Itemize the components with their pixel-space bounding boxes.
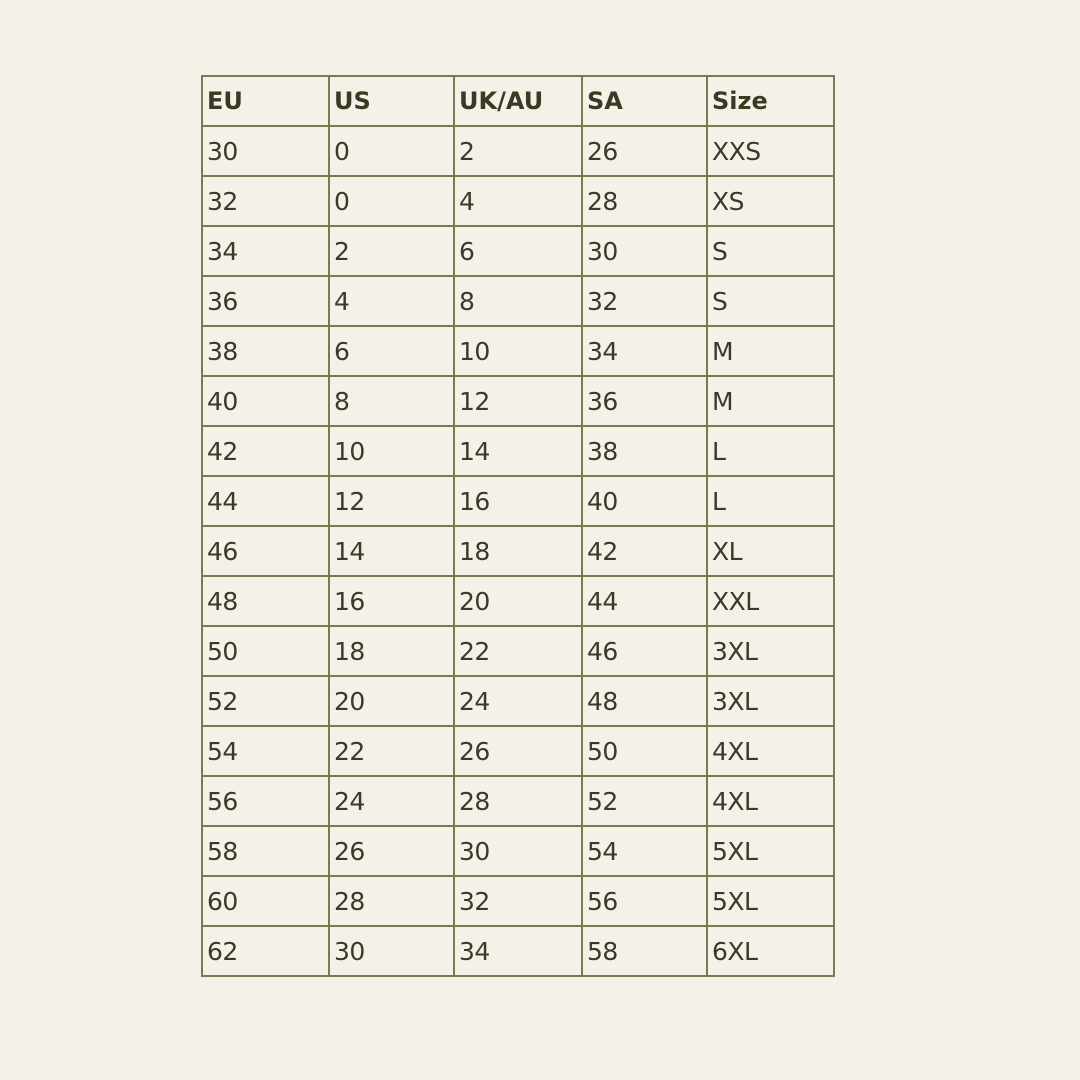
table-row (202, 576, 834, 626)
table-row (202, 826, 834, 876)
cell-uk-au: 32 (454, 876, 582, 926)
cell-size: L (707, 426, 834, 476)
cell-uk-au: 24 (454, 676, 582, 726)
cell-sa: 38 (582, 426, 707, 476)
cell-sa: 32 (582, 276, 707, 326)
header-uk-au: UK/AU (454, 76, 582, 126)
cell-size: S (707, 226, 834, 276)
table-row (202, 276, 834, 326)
cell-size: 3XL (707, 676, 834, 726)
cell-us: 16 (329, 576, 454, 626)
header-us: US (329, 76, 454, 126)
cell-eu: 50 (202, 626, 329, 676)
table-row (202, 926, 834, 976)
size-chart-table (201, 75, 835, 977)
cell-sa: 26 (582, 126, 707, 176)
cell-us: 14 (329, 526, 454, 576)
table-row (202, 476, 834, 526)
cell-eu: 46 (202, 526, 329, 576)
cell-size: 5XL (707, 826, 834, 876)
cell-us: 4 (329, 276, 454, 326)
cell-eu: 38 (202, 326, 329, 376)
cell-eu: 52 (202, 676, 329, 726)
cell-us: 2 (329, 226, 454, 276)
cell-eu: 56 (202, 776, 329, 826)
table-row (202, 626, 834, 676)
cell-us: 26 (329, 826, 454, 876)
cell-size: L (707, 476, 834, 526)
cell-eu: 40 (202, 376, 329, 426)
cell-size: S (707, 276, 834, 326)
table-header (202, 76, 834, 126)
cell-us: 6 (329, 326, 454, 376)
cell-eu: 48 (202, 576, 329, 626)
cell-uk-au: 26 (454, 726, 582, 776)
table-row (202, 526, 834, 576)
cell-sa: 40 (582, 476, 707, 526)
cell-us: 20 (329, 676, 454, 726)
cell-size: M (707, 376, 834, 426)
cell-sa: 46 (582, 626, 707, 676)
table-row (202, 676, 834, 726)
cell-us: 22 (329, 726, 454, 776)
cell-us: 0 (329, 176, 454, 226)
cell-uk-au: 34 (454, 926, 582, 976)
cell-uk-au: 14 (454, 426, 582, 476)
table-row (202, 426, 834, 476)
header-size: Size (707, 76, 834, 126)
cell-uk-au: 12 (454, 376, 582, 426)
cell-sa: 48 (582, 676, 707, 726)
cell-uk-au: 16 (454, 476, 582, 526)
cell-sa: 34 (582, 326, 707, 376)
cell-eu: 32 (202, 176, 329, 226)
cell-eu: 54 (202, 726, 329, 776)
cell-uk-au: 18 (454, 526, 582, 576)
cell-uk-au: 30 (454, 826, 582, 876)
cell-uk-au: 22 (454, 626, 582, 676)
cell-uk-au: 20 (454, 576, 582, 626)
cell-us: 10 (329, 426, 454, 476)
table-row (202, 376, 834, 426)
cell-sa: 30 (582, 226, 707, 276)
cell-size: XXL (707, 576, 834, 626)
cell-uk-au: 10 (454, 326, 582, 376)
table-row (202, 126, 834, 176)
cell-sa: 28 (582, 176, 707, 226)
cell-size: 6XL (707, 926, 834, 976)
header-eu: EU (202, 76, 329, 126)
cell-us: 30 (329, 926, 454, 976)
cell-eu: 36 (202, 276, 329, 326)
cell-sa: 50 (582, 726, 707, 776)
header-row (202, 76, 834, 126)
table-body (202, 126, 834, 976)
cell-sa: 58 (582, 926, 707, 976)
cell-eu: 42 (202, 426, 329, 476)
cell-sa: 44 (582, 576, 707, 626)
cell-us: 0 (329, 126, 454, 176)
cell-eu: 30 (202, 126, 329, 176)
cell-size: 4XL (707, 776, 834, 826)
cell-eu: 44 (202, 476, 329, 526)
table-row (202, 176, 834, 226)
cell-us: 28 (329, 876, 454, 926)
header-sa: SA (582, 76, 707, 126)
cell-size: M (707, 326, 834, 376)
table-row (202, 326, 834, 376)
cell-us: 24 (329, 776, 454, 826)
table-row (202, 776, 834, 826)
cell-size: 4XL (707, 726, 834, 776)
cell-us: 18 (329, 626, 454, 676)
cell-eu: 58 (202, 826, 329, 876)
cell-uk-au: 6 (454, 226, 582, 276)
cell-size: XS (707, 176, 834, 226)
cell-sa: 42 (582, 526, 707, 576)
cell-size: XXS (707, 126, 834, 176)
cell-eu: 34 (202, 226, 329, 276)
cell-eu: 60 (202, 876, 329, 926)
table-row (202, 226, 834, 276)
cell-eu: 62 (202, 926, 329, 976)
cell-uk-au: 4 (454, 176, 582, 226)
cell-uk-au: 28 (454, 776, 582, 826)
cell-us: 12 (329, 476, 454, 526)
cell-uk-au: 8 (454, 276, 582, 326)
cell-size: XL (707, 526, 834, 576)
cell-size: 5XL (707, 876, 834, 926)
cell-uk-au: 2 (454, 126, 582, 176)
table-row (202, 876, 834, 926)
cell-sa: 54 (582, 826, 707, 876)
cell-size: 3XL (707, 626, 834, 676)
cell-sa: 36 (582, 376, 707, 426)
cell-sa: 52 (582, 776, 707, 826)
cell-sa: 56 (582, 876, 707, 926)
cell-us: 8 (329, 376, 454, 426)
table-row (202, 726, 834, 776)
